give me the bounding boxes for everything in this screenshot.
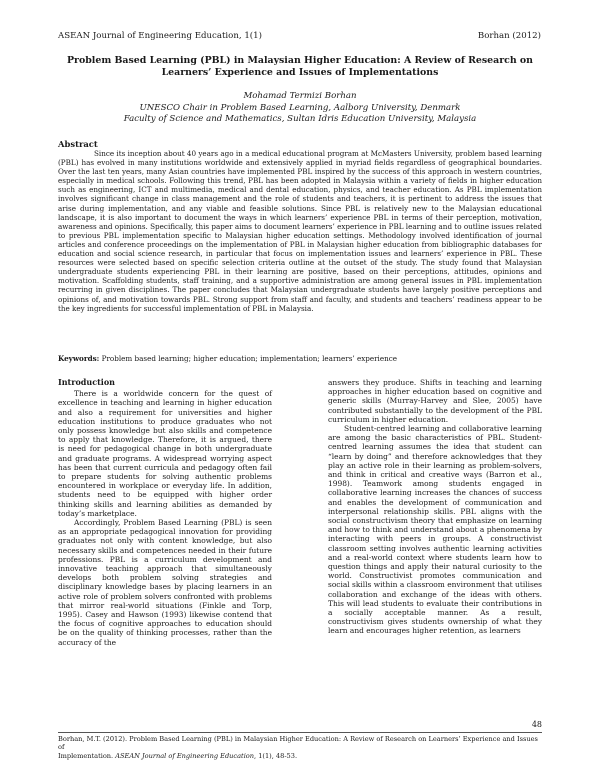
citation-line-1: Borhan, M.T. (2012). Problem Based Learning (PBL) in Malaysian Higher Education: A Review of Research on Learners’ Experience and Issues of (58, 735, 538, 752)
keywords-label: Keywords: (58, 354, 100, 363)
intro-paragraph-2: Accordingly, Problem Based Learning (PBL) is seen as an appropriate pedagogical innovation for providing graduates not only with content knowledge, but also necessary skills and competences needed in their future professions. PBL is a curriculum development and innovative teaching approach that simultaneously develops both problem solving strategies and disciplinary knowledge bases by placing learners in an active role of problem solvers confronted with problems that mirror real-world situations (Finkle and Torp, 1995). Casey and Hawson (1993) likewise contend that the focus of cognitive approaches to education should be on the quality of thinking processes, rather than the accuracy of the (58, 518, 272, 647)
paper-title: Problem Based Learning (PBL) in Malaysian Higher Education: A Review of Research on Learners’ Experience and Issues of Implementations (67, 55, 533, 79)
keywords-text: Problem based learning; higher education; implementation; learners’ experience (101, 354, 398, 363)
left-column (58, 378, 272, 647)
running-header-journal: ASEAN Journal of Engineering Education, 1(1) (58, 31, 262, 41)
intro-paragraph-2-continued: answers they produce. Shifts in teaching and learning approaches in higher education based on cognitive and generic skills (Murray-Harvey and Slee, 2005) have contributed substantially to the development of the PBL curriculum in higher education. (328, 378, 542, 424)
page-number: 48 (531, 720, 542, 729)
footer-divider (58, 732, 542, 733)
intro-paragraph-3: Student-centred learning and collaborative learning are among the basic characteristics of PBL. Student-centred learning assumes the idea that student can “learn by doing” and therefore acknowledges that they play an active role in their learning as problem-solvers, and think in critical and creative ways (Barron et al., 1998). Teamwork among students engaged in collaborative learning increases the chances of success and enables the development of communication and interpersonal relationship skills. PBL aligns with the social constructivism theory that emphasize on learning and how to think and understand about a phenomena by interacting with peers in groups. A constructivist classroom setting involves authentic learning activities and a real-world context where students learn how to question things and apply their natural curiosity to the world. Constructivist promotes communication and social skills within a classroom environment that utilises collaboration and exchange of the ideas with others. This will lead students to evaluate their contributions in a socially acceptable manner. As a result, constructivism gives students ownership of what they learn and encourages higher retention, as learners (328, 424, 542, 636)
citation-journal: ASEAN Journal of Engineering Education (115, 751, 255, 760)
citation-line-2 (58, 752, 542, 760)
keywords (58, 354, 542, 363)
introduction-heading: Introduction (58, 377, 115, 387)
author-block (58, 91, 542, 126)
citation-line-2-start: Implementation. (58, 751, 116, 760)
author-name: Mohamad Termizi Borhan (243, 91, 357, 101)
running-header-author: Borhan (2012) (477, 31, 541, 41)
affiliation-1: UNESCO Chair in Problem Based Learning, Aalborg University, Denmark (139, 102, 461, 113)
citation-line-2-end: , 1(1), 48-53. (254, 751, 298, 760)
abstract-heading: Abstract (58, 139, 98, 149)
abstract-text: Since its inception about 40 years ago in a medical educational program at McMasters University, problem based learning (PBL) has evolved in many institutions worldwide and extensively applied in myriad fields regardless of geographical boundaries. Over the last ten years, many Asian countries have implemented PBL inspired by the success of this approach in western countries, especially in medical schools. Following this trend, PBL has been adopted in Malaysia within a variety of fields in higher education such as engineering, ICT and multimedia, medical and dental education, physics, and teacher education. As PBL implementation involves significant change in class management and the role of students and teachers, it is pertinent to address the issues that arise during implementation, and any viable and feasible solutions. Since PBL is relatively new to the Malaysian educational landscape, it is also important to document the ways in which learners’ experience PBL in terms of their perception, motivation, awareness and opinions. Specifically, this paper aims to document learners’ experience in PBL learning and to outline issues related to previous PBL implementation specific to Malaysian higher education settings. Methodology involved identification of journal articles and conference proceedings on the implementation of PBL in Malaysian higher education from bibliographic databases for education and social science research, in particular that focus on implementation issues and learners’ experience in PBL. These resources were selected based on specific selection criteria outline at the outset of the study. The study found that Malaysian undergraduate students experiencing PBL in their learning are positive, based on their perceptions, attitudes, opinions and motivation. Scaffolding students, staff training, and a supportive administration are among general issues in PBL implementation recurring in given disciplines. The paper concludes that Malaysian undergraduate students have largely positive perceptions and opinions of, and motivation towards PBL. Strong support from staff and faculty, and students and teachers’ readiness appear to be the key ingredients for successful implementation of PBL in Malaysia. (58, 149, 542, 313)
affiliation-2: Faculty of Science and Mathematics, Sultan Idris Education University, Malaysia (123, 114, 477, 124)
citation-footer (58, 735, 542, 760)
right-column (328, 378, 542, 636)
intro-paragraph-1: There is a worldwide concern for the quest of excellence in teaching and learning in higher education and also a requirement for universities and higher education institutions to produce graduates who not only possess knowledge but also skills and competence to apply that knowledge. Therefore, it is argued, there is need for pedagogical change in both undergraduate and graduate programs. A widespread worrying aspect has been that current curricula and pedagogy often fail to prepare students for solving authentic problems encountered in workplace or everyday life. In addition, students need to be equipped with higher order thinking skills and learning abilities as demanded by today’s marketplace. (58, 389, 272, 518)
